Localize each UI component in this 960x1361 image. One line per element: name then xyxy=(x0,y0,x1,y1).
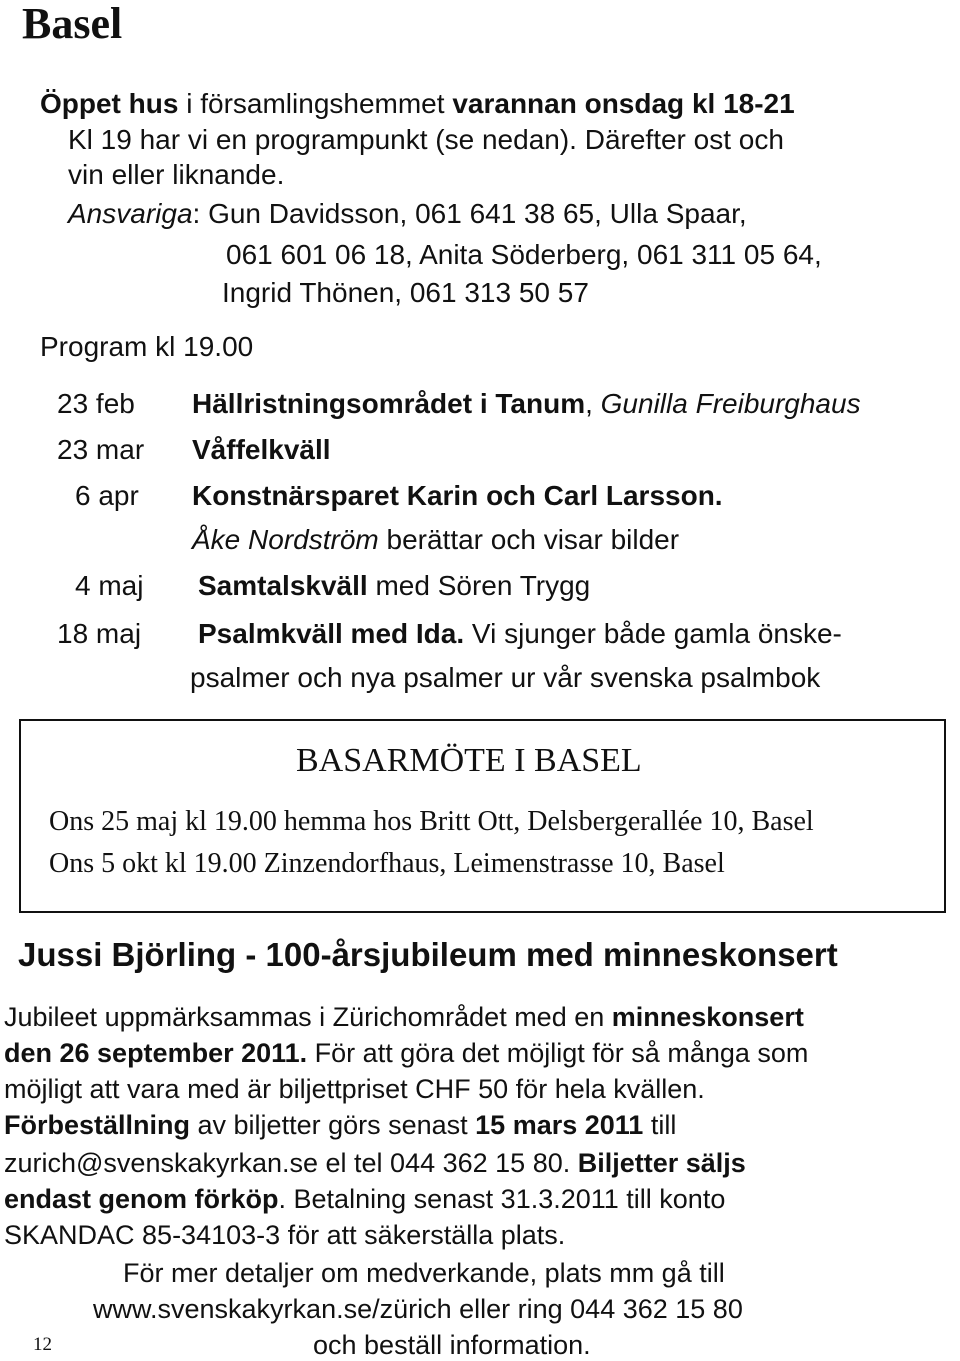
program-date-2: 23 mar xyxy=(57,434,145,465)
responsible-names-1: : Gun Davidsson, 061 641 38 65, Ulla Spaar, xyxy=(192,198,747,229)
program-title-5: Psalmkväll med Ida. xyxy=(198,618,465,649)
program-speaker-3: Åke Nordström xyxy=(192,524,379,555)
responsible-label: Ansvariga xyxy=(68,198,193,229)
program-title-4: Samtalskväll xyxy=(198,570,368,601)
program-rest-4: med Sören Trygg xyxy=(367,570,591,601)
basar-line-1: Ons 25 maj kl 19.00 hemma hos Britt Ott, Delsbergerallée 10, Basel xyxy=(49,806,814,837)
program-date-3: 6 apr xyxy=(75,480,139,511)
program-item-1 xyxy=(192,388,861,420)
open-house-line-3: vin eller liknande. xyxy=(68,159,285,190)
jussi-line-1 xyxy=(4,1001,804,1033)
jussi-p5b: Biljetter säljs xyxy=(577,1148,746,1178)
jussi-p1a: Jubileet uppmärksammas i Zürichområdet med en xyxy=(4,1002,612,1032)
jussi-p1b: minneskonsert xyxy=(611,1002,804,1032)
jussi-line-7: SKANDAC 85-34103-3 för att säkerställa plats. xyxy=(4,1220,566,1250)
open-house-where: i församlingshemmet xyxy=(178,88,453,119)
jussi-line-3: möjligt att vara med är biljettpriset CHF 50 för hela kvällen. xyxy=(4,1074,705,1104)
responsible-line-3: Ingrid Thönen, 061 313 50 57 xyxy=(222,277,589,308)
program-rest-3: berättar och visar bilder xyxy=(378,524,680,555)
program-date-1: 23 feb xyxy=(57,388,135,419)
jussi-p2b: För att göra det möjligt för så många som xyxy=(307,1038,809,1068)
page-number: 12 xyxy=(33,1334,52,1355)
jussi-center-3: och beställ information. xyxy=(313,1330,591,1360)
open-house-line-2: Kl 19 har vi en programpunkt (se nedan). Därefter ost och xyxy=(68,124,784,155)
program-item-4 xyxy=(198,570,590,602)
jussi-p4d: till xyxy=(643,1110,677,1140)
program-title-2: Våffelkväll xyxy=(192,434,331,465)
responsible-line-2: 061 601 06 18, Anita Söderberg, 061 311 05 64, xyxy=(226,239,822,270)
page-title: Basel xyxy=(22,0,123,48)
jussi-line-6 xyxy=(4,1183,725,1215)
program-rest-5: Vi sjunger både gamla önske- xyxy=(464,618,842,649)
program-title-1: Hällristningsområdet i Tanum xyxy=(192,388,586,419)
jussi-line-2 xyxy=(4,1037,808,1069)
jussi-p4a: Förbeställning xyxy=(4,1110,191,1140)
open-house-label: Öppet hus xyxy=(40,88,179,119)
program-date-5: 18 maj xyxy=(57,618,142,649)
jussi-p6b: . Betalning senast 31.3.2011 till konto xyxy=(278,1184,726,1214)
program-sep-1: , xyxy=(585,388,601,419)
program-detail-3 xyxy=(192,524,679,556)
basar-line-2: Ons 5 okt kl 19.00 Zinzendorfhaus, Leimenstrasse 10, Basel xyxy=(49,848,725,879)
jussi-email-phone: zurich@svenskakyrkan.se el tel 044 362 15 80. xyxy=(4,1148,578,1178)
program-title-3: Konstnärsparet Karin och Carl Larsson. xyxy=(192,480,723,511)
jussi-line-5 xyxy=(4,1147,746,1179)
jussi-p2a: den 26 september 2011. xyxy=(4,1038,308,1068)
jussi-p4c: 15 mars 2011 xyxy=(475,1110,644,1140)
basar-title: BASARMÖTE I BASEL xyxy=(296,742,642,779)
program-date-4: 4 maj xyxy=(75,570,144,601)
jussi-p4b: av biljetter görs senast xyxy=(190,1110,476,1140)
jussi-heading: Jussi Björling - 100-årsjubileum med minneskonsert xyxy=(18,936,838,973)
jussi-p6a: endast genom förköp xyxy=(4,1184,279,1214)
program-speaker-1: Gunilla Freiburghaus xyxy=(600,388,861,419)
open-house-line-1 xyxy=(40,88,795,120)
program-item-5 xyxy=(198,618,842,650)
jussi-center-2: www.svenskakyrkan.se/zürich eller ring 044 362 15 80 xyxy=(93,1294,743,1324)
program-heading: Program kl 19.00 xyxy=(40,331,254,362)
responsible-line-1 xyxy=(68,198,747,230)
program-rest2-5: psalmer och nya psalmer ur vår svenska psalmbok xyxy=(190,662,821,693)
jussi-line-4 xyxy=(4,1109,676,1141)
open-house-when: varannan onsdag kl 18-21 xyxy=(452,88,795,119)
jussi-center-1: För mer detaljer om medverkande, plats mm gå till xyxy=(123,1258,725,1288)
